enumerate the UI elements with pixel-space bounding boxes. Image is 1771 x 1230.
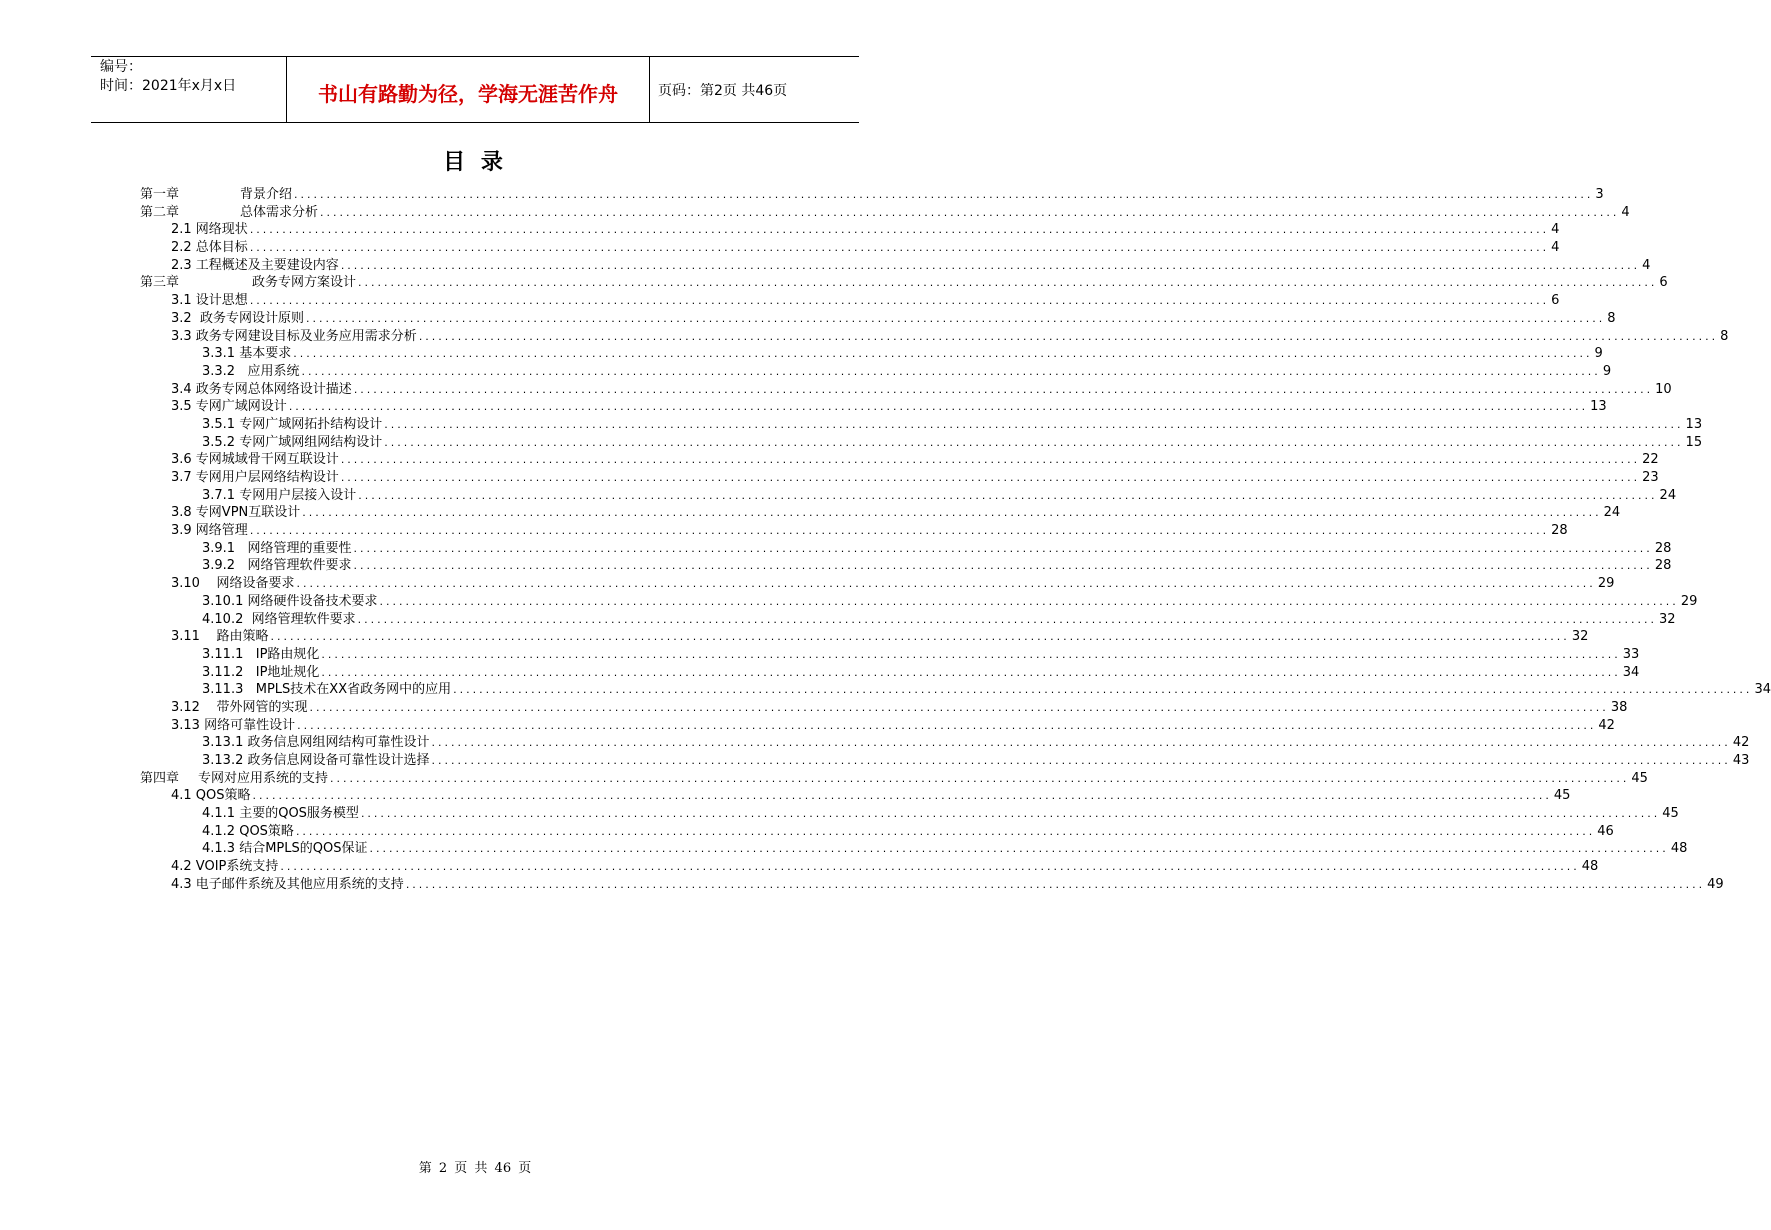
toc-entry[interactable]: [140, 328, 1729, 346]
toc-leader-dots: ........................................................................................................................................................................................................: [249, 294, 1550, 308]
toc-leader-dots: ........................................................................................................................................................................................................: [353, 541, 1653, 555]
toc-entry[interactable]: [140, 840, 1688, 858]
toc-page-number: 9: [1602, 363, 1612, 379]
toc-entry-label: [171, 257, 339, 275]
toc-entry-label: [171, 292, 248, 310]
toc-leader-dots: ........................................................................................................................................................................................................: [369, 842, 1669, 856]
toc-entry-title: 3.2 政务专网设计原则: [171, 310, 304, 326]
toc-page-number: 4: [1642, 257, 1651, 273]
toc-entry-title: 3.9.2 网络管理软件要求: [202, 558, 352, 574]
toc-page-number: 32: [1658, 611, 1676, 627]
header-bottom-rule: [91, 122, 859, 123]
toc-leader-dots: ........................................................................................................................................................................................................: [309, 700, 1609, 714]
toc-leader-dots: ........................................................................................................................................................................................................: [249, 223, 1550, 237]
toc-entry-label: [171, 310, 304, 328]
toc-page-number: 28: [1654, 558, 1672, 574]
toc-entry-label: [202, 434, 382, 452]
toc-entry-title: 专网对应用系统的支持: [198, 770, 329, 786]
toc-leader-dots: ........................................................................................................................................................................................................: [320, 205, 1620, 219]
toc-entry-label: [171, 522, 248, 540]
toc-entry-label: [202, 840, 367, 858]
toc-entry[interactable]: [140, 717, 1615, 735]
toc-entry-title: 3.9 网络管理: [171, 523, 248, 539]
toc-entry-label: [171, 717, 295, 735]
toc-entry-title: 3.13.1 政务信息网组网结构可靠性设计: [202, 735, 430, 751]
toc-leader-dots: ........................................................................................................................................................................................................: [360, 807, 1661, 821]
toc-leader-dots: ........................................................................................................................................................................................................: [353, 559, 1653, 573]
toc-page-number: 33: [1622, 646, 1640, 662]
toc-leader-dots: ........................................................................................................................................................................................................: [293, 347, 1593, 361]
toc-leader-dots: ........................................................................................................................................................................................................: [453, 683, 1753, 697]
toc-entry-label: [171, 398, 287, 416]
toc-page-number: 38: [1610, 699, 1628, 715]
toc-entry-title: 2.2 总体目标: [171, 240, 248, 256]
toc-leader-dots: ........................................................................................................................................................................................................: [295, 824, 1596, 838]
toc-page-number: 24: [1603, 505, 1621, 521]
toc-entry-label: [202, 752, 429, 770]
toc-page-number: 4: [1551, 222, 1560, 238]
toc-entry[interactable]: [140, 239, 1560, 257]
toc-entry[interactable]: [140, 221, 1560, 239]
header-page-info: 页码：第2页 共46页: [658, 83, 788, 99]
toc-entry-label: [171, 787, 251, 805]
toc-entry[interactable]: [140, 469, 1659, 487]
toc-entry[interactable]: [140, 699, 1628, 717]
toc-entry[interactable]: [140, 504, 1621, 522]
toc-page-number: 6: [1659, 275, 1668, 291]
toc-entry-title: 3.3.2 应用系统: [202, 363, 300, 379]
toc-page-number: 10: [1655, 381, 1672, 397]
toc-entry-title: 4.1.3 结合MPLS的QOS保证: [202, 841, 368, 857]
toc-leader-dots: ........................................................................................................................................................................................................: [280, 860, 1580, 874]
toc-entry[interactable]: [140, 752, 1750, 770]
toc-page-number: 45: [1553, 788, 1571, 804]
toc-entry-label: [202, 487, 356, 505]
toc-page-number: 8: [1720, 328, 1729, 344]
toc-entry-label: [202, 345, 291, 363]
toc-page-number: 4: [1551, 240, 1560, 256]
toc-entry[interactable]: [140, 416, 1703, 434]
toc-entry-title: 3.11.3 MPLS技术在XX省政务网中的应用: [202, 682, 452, 698]
toc-leader-dots: ........................................................................................................................................................................................................: [297, 718, 1597, 732]
toc-page-number: 15: [1685, 434, 1703, 450]
toc-page-number: 28: [1551, 523, 1568, 539]
toc-entry[interactable]: [140, 858, 1599, 876]
toc-page-number: 32: [1571, 629, 1589, 645]
toc-entry-label: [171, 381, 352, 399]
toc-page-number: 23: [1642, 470, 1659, 485]
toc-leader-dots: ........................................................................................................................................................................................................: [358, 488, 1658, 502]
toc-entry-label: [202, 646, 319, 664]
toc-entry-label: [171, 451, 339, 469]
toc-chapter-number: 第一章: [140, 187, 180, 202]
toc-entry-title: 3.6 专网城域骨干网互联设计: [171, 452, 339, 468]
toc-page-number: 9: [1594, 346, 1603, 362]
toc-entry-title: 3.3.1 基本要求: [202, 346, 292, 362]
toc-page-number: 24: [1659, 487, 1677, 503]
toc-entry-label: [202, 611, 356, 629]
toc-page-number: 13: [1685, 416, 1703, 432]
toc-entry[interactable]: [140, 734, 1750, 752]
toc-page-number: 3: [1595, 187, 1604, 202]
toc-leader-dots: ........................................................................................................................................................................................................: [288, 400, 1589, 414]
toc-entry[interactable]: [140, 876, 1724, 894]
toc-entry-title: 3.4 政务专网总体网络设计描述: [171, 381, 352, 397]
toc-leader-dots: ........................................................................................................................................................................................................: [358, 276, 1658, 290]
toc-entry[interactable]: [140, 522, 1568, 540]
toc-entry-label: [140, 770, 328, 788]
toc-entry[interactable]: [140, 593, 1698, 611]
toc-entry-title: 2.1 网络现状: [171, 222, 248, 238]
toc-entry[interactable]: [140, 487, 1677, 505]
toc-leader-dots: ........................................................................................................................................................................................................: [330, 771, 1630, 785]
toc-entry[interactable]: [140, 186, 1604, 204]
toc-page-number: 13: [1590, 399, 1607, 415]
toc-entry[interactable]: [140, 363, 1612, 381]
toc-entry[interactable]: [140, 664, 1640, 682]
toc-entry[interactable]: [140, 557, 1672, 575]
toc-chapter-number: 第三章: [140, 275, 180, 291]
toc-entry[interactable]: [140, 292, 1560, 310]
toc-entry-title: 3.7 专网用户层网络结构设计: [171, 470, 339, 485]
toc-leader-dots: ........................................................................................................................................................................................................: [340, 258, 1641, 272]
toc-page-number: 42: [1732, 735, 1750, 751]
toc-entry[interactable]: [140, 434, 1703, 452]
toc-entry[interactable]: [140, 381, 1672, 399]
header-divider-right: [649, 56, 650, 122]
toc-title: 目 录: [443, 150, 507, 175]
header-number: 编号：: [100, 59, 142, 75]
toc-leader-dots: ........................................................................................................................................................................................................: [384, 417, 1684, 431]
toc-page-number: 42: [1598, 717, 1615, 733]
toc-leader-dots: ........................................................................................................................................................................................................: [321, 647, 1621, 661]
toc-leader-dots: ........................................................................................................................................................................................................: [249, 241, 1550, 255]
toc-entry[interactable]: [140, 770, 1648, 788]
toc-entry-label: [171, 469, 339, 487]
toc-entry-title: 4.3 电子邮件系统及其他应用系统的支持: [171, 876, 404, 892]
toc-leader-dots: ........................................................................................................................................................................................................: [305, 311, 1606, 325]
toc-entry-label: [171, 221, 248, 239]
header-motto: 书山有路勤为径，学海无涯苦作舟: [318, 82, 618, 106]
toc-entry[interactable]: [140, 646, 1640, 664]
toc-entry-label: [202, 593, 377, 611]
toc-entry-title: 政务专网方案设计: [252, 275, 357, 291]
toc-entry[interactable]: [140, 681, 1771, 699]
toc-entry-title: 4.2 VOIP系统支持: [171, 859, 279, 875]
toc-entry-label: [171, 628, 268, 646]
toc-entry-title: 2.3 工程概述及主要建设内容: [171, 257, 339, 273]
toc-leader-dots: ........................................................................................................................................................................................................: [431, 754, 1731, 767]
toc-entry-label: [171, 858, 278, 876]
toc-leader-dots: ........................................................................................................................................................................................................: [357, 612, 1657, 626]
toc-page-number: 49: [1707, 876, 1724, 892]
toc-leader-dots: ........................................................................................................................................................................................................: [294, 188, 1594, 201]
toc-entry-label: [202, 664, 319, 682]
toc-leader-dots: ........................................................................................................................................................................................................: [249, 524, 1550, 538]
toc-chapter-number: 第四章: [140, 770, 180, 786]
toc-entry-label: [171, 575, 294, 593]
toc-chapter-number: 第二章: [140, 204, 180, 220]
toc-entry-label: [140, 204, 318, 222]
toc-entry-title: 3.3 政务专网建设目标及业务应用需求分析: [171, 328, 417, 344]
toc-leader-dots: ........................................................................................................................................................................................................: [431, 736, 1731, 750]
toc-entry[interactable]: [140, 398, 1607, 416]
toc-entry-title: 4.1.1 主要的QOS服务模型: [202, 806, 359, 822]
table-of-contents: [140, 186, 1771, 894]
toc-entry-title: 3.11 路由策略: [171, 629, 269, 645]
toc-leader-dots: ........................................................................................................................................................................................................: [379, 594, 1679, 608]
toc-entry[interactable]: [140, 805, 1679, 823]
toc-page-number: 8: [1607, 310, 1616, 326]
toc-entry-title: 3.8 专网VPN互联设计: [171, 505, 301, 521]
toc-leader-dots: ........................................................................................................................................................................................................: [353, 382, 1654, 396]
toc-leader-dots: ........................................................................................................................................................................................................: [418, 329, 1719, 343]
toc-entry[interactable]: [140, 540, 1672, 558]
toc-entry[interactable]: [140, 823, 1614, 841]
toc-entry-label: [202, 734, 429, 752]
toc-entry-label: [202, 681, 451, 699]
toc-entry-label: [202, 823, 294, 841]
toc-page-number: 4: [1621, 204, 1630, 220]
toc-entry[interactable]: [140, 628, 1589, 646]
toc-entry-label: [202, 363, 299, 381]
toc-entry-label: [202, 805, 359, 823]
toc-entry[interactable]: [140, 787, 1571, 805]
toc-entry-title: 3.12 带外网管的实现: [171, 699, 308, 715]
toc-entry-title: 3.13.2 政务信息网设备可靠性设计选择: [202, 753, 430, 768]
toc-entry-label: [140, 274, 356, 292]
toc-page-number: 45: [1662, 806, 1679, 822]
toc-entry-label: [171, 504, 300, 522]
toc-page-number: 46: [1597, 823, 1614, 839]
toc-entry[interactable]: [140, 274, 1668, 292]
toc-entry-label: [202, 540, 351, 558]
toc-entry-title: 3.11.1 IP路由规化: [202, 646, 320, 662]
toc-entry-title: 3.10 网络设备要求: [171, 576, 295, 592]
header-meta: [100, 58, 236, 96]
toc-entry-label: [140, 186, 292, 204]
toc-page-number: 34: [1622, 664, 1640, 680]
toc-page-number: 48: [1670, 841, 1688, 857]
toc-entry-title: 背景介绍: [240, 187, 293, 202]
toc-page-number: 45: [1631, 770, 1648, 786]
toc-entry[interactable]: [140, 204, 1630, 222]
toc-entry-label: [171, 239, 248, 257]
toc-entry-title: 3.9.1 网络管理的重要性: [202, 540, 352, 556]
toc-page-number: 29: [1680, 593, 1698, 609]
toc-page-number: 22: [1642, 452, 1659, 468]
toc-leader-dots: ........................................................................................................................................................................................................: [340, 453, 1641, 467]
toc-page-number: 48: [1581, 859, 1599, 875]
header-time: 时间：2021年x月x日: [100, 78, 237, 94]
toc-entry-label: [171, 876, 404, 894]
toc-entry-title: 3.11.2 IP地址规化: [202, 664, 320, 680]
toc-entry-title: 3.7.1 专网用户层接入设计: [202, 487, 357, 503]
toc-leader-dots: ........................................................................................................................................................................................................: [321, 665, 1621, 679]
toc-entry-title: 总体需求分析: [240, 204, 319, 220]
toc-entry-title: 3.10.1 网络硬件设备技术要求: [202, 593, 378, 609]
toc-page-number: 43: [1732, 753, 1750, 768]
toc-leader-dots: ........................................................................................................................................................................................................: [302, 506, 1602, 520]
toc-leader-dots: ........................................................................................................................................................................................................: [384, 435, 1684, 449]
toc-entry[interactable]: [140, 257, 1651, 275]
toc-leader-dots: ........................................................................................................................................................................................................: [301, 364, 1601, 378]
toc-entry[interactable]: [140, 575, 1615, 593]
header-top-rule: [91, 56, 859, 57]
toc-page-number: 34: [1754, 682, 1771, 698]
toc-entry-title: 4.1 QOS策略: [171, 788, 251, 804]
toc-entry-label: [171, 328, 417, 346]
toc-entry-title: 3.5.2 专网广域网组网结构设计: [202, 434, 383, 450]
toc-entry[interactable]: [140, 611, 1676, 629]
toc-entry-title: 3.1 设计思想: [171, 293, 248, 309]
toc-entry-title: 3.5 专网广域网设计: [171, 399, 287, 415]
toc-entry-label: [202, 416, 382, 434]
toc-leader-dots: ........................................................................................................................................................................................................: [270, 630, 1570, 644]
toc-entry-title: 4.1.2 QOS策略: [202, 823, 294, 839]
toc-entry-title: 3.5.1 专网广域网拓扑结构设计: [202, 416, 383, 432]
page-footer: 第 2 页 共 46 页: [418, 1161, 532, 1176]
toc-leader-dots: ........................................................................................................................................................................................................: [405, 877, 1706, 891]
toc-entry-title: 4.10.2 网络管理软件要求: [202, 611, 356, 627]
toc-entry-label: [202, 557, 351, 575]
toc-entry[interactable]: [140, 310, 1616, 328]
toc-leader-dots: ........................................................................................................................................................................................................: [340, 471, 1641, 484]
toc-page-number: 6: [1551, 293, 1560, 309]
toc-leader-dots: ........................................................................................................................................................................................................: [252, 789, 1552, 803]
toc-entry[interactable]: [140, 451, 1659, 469]
toc-page-number: 29: [1597, 576, 1615, 592]
toc-entry-title: 3.13 网络可靠性设计: [171, 717, 296, 733]
toc-entry-label: [171, 699, 307, 717]
toc-leader-dots: ........................................................................................................................................................................................................: [296, 577, 1596, 591]
toc-page-number: 28: [1654, 540, 1672, 556]
toc-entry[interactable]: [140, 345, 1603, 363]
